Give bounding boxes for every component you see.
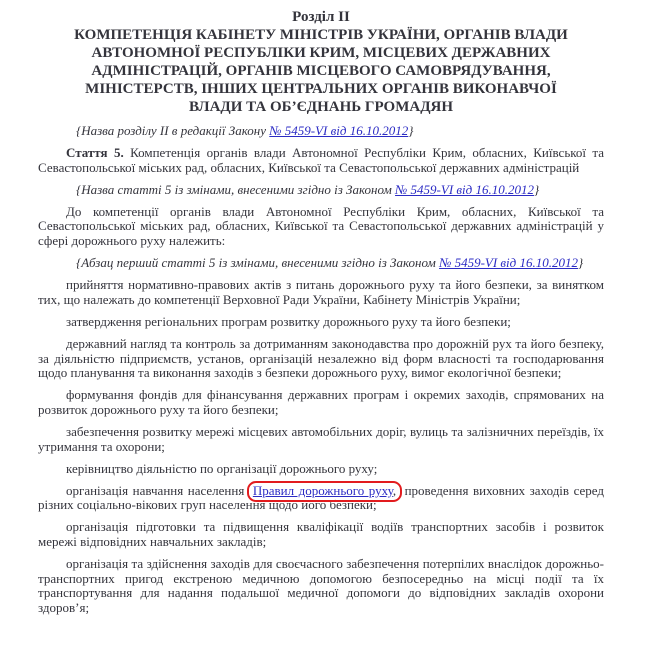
provision-paragraph-8: організація та здійснення заходів для своєчасного забезпечення потерпілих внаслідок дорожньо-транспортних пригод екстреною медичною допомогою безпосередньо на місці події та їх транспортування для надання подальшої медичної допомоги до відповідних закладів охорони здоров’я; <box>38 556 604 615</box>
law-link-5459-section[interactable]: № 5459-VI від 16.10.2012 <box>269 123 409 138</box>
provision-paragraph-7: організація підготовки та підвищення кваліфікації водіїв транспортних засобів і розвиток мережі відповідних навчальних закладів; <box>38 519 604 550</box>
article-amendment-note <box>38 183 604 198</box>
intro-paragraph: До компетенції органів влади Автономної Республіки Крим, обласних, Київської та Севастопольської міських рад, обласних, Київської та Севастопольської державних адміністрацій у сфері дорожнього руху належить: <box>38 203 604 249</box>
training-prefix: організація навчання населення <box>66 482 249 498</box>
provision-paragraph-4: формування фондів для фінансування державних програм і окремих заходів, спрямованих на розвиток дорожнього руху та його безпеки; <box>38 387 604 417</box>
training-comma: , <box>392 482 397 498</box>
section-title: КОМПЕТЕНЦІЯ КАБІНЕТУ МІНІСТРІВ УКРАЇНИ, ОРГАНІВ ВЛАДИ АВТОНОМНОЇ РЕСПУБЛІКИ КРИМ, МІСЦЕВИХ ДЕРЖАВНИХ АДМІНІСТРАЦІЙ, ОРГАНІВ МІСЦЕВОГО САМОВРЯДУВАННЯ, МІНІСТЕРСТВ, ІНШИХ ЦЕНТРАЛЬНИХ ОРГАНІВ ВИКОНАВЧОЇ ВЛАДИ ТА ОБ’ЄДНАНЬ ГРОМАДЯН <box>74 27 568 115</box>
section-label: Розділ II <box>292 9 350 25</box>
note-prefix: {Абзац перший статті 5 із змінами, внесеними згідно із Законом <box>76 255 440 271</box>
note-prefix: {Назва розділу II в редакції Закону <box>76 123 270 138</box>
article-number: Стаття 5. <box>66 145 124 161</box>
provision-paragraph-5: забезпечення розвитку мережі місцевих автомобільних доріг, вулиць та залізничних переїздів, їх утримання та охорони; <box>38 424 604 454</box>
note-prefix: {Назва статті 5 із змінами, внесеними згідно із Законом <box>76 181 396 197</box>
note-suffix: } <box>578 255 584 271</box>
provision-paragraph-training <box>38 484 604 513</box>
article-title: Компетенція органів влади Автономної Республіки Крим, обласних, Київської та Севастопольської міських рад, обласних, Київської та Севастопольської державних адміністрацій <box>38 145 605 175</box>
section-amendment-note <box>38 124 604 139</box>
training-suffix: проведення виховних заходів серед різних соціально-вікових груп населення щодо його безпеки; <box>38 482 604 513</box>
law-link-5459-article[interactable]: № 5459-VI від 16.10.2012 <box>395 181 534 197</box>
paragraph-amendment-note <box>38 256 604 271</box>
note-suffix: } <box>533 181 540 197</box>
note-suffix: } <box>408 123 414 138</box>
provision-paragraph-2: затвердження регіональних програм розвитку дорожнього руху та його безпеки; <box>66 313 511 329</box>
provision-paragraph-1: прийняття нормативно-правових актів з питань дорожнього руху та його безпеки, за винятком тих, що належать до компетенції Верховної Ради України, Кабінету Міністрів України; <box>38 277 604 307</box>
article-heading <box>38 146 604 175</box>
provision-paragraph-3: державний нагляд та контроль за дотриманням законодавства про дорожній рух та його безпеку, за діяльністю підприємств, установ, організацій незалежно від форм власності та господарювання щодо планування та виконання заходів з безпеки дорожнього руху, вимог екологічної безпеки; <box>38 336 604 381</box>
highlight-annotation-box <box>247 481 402 502</box>
provision-paragraph-6: керівництво діяльністю по організації дорожнього руху; <box>66 460 378 476</box>
traffic-rules-link[interactable]: Правил дорожнього руху <box>252 482 393 498</box>
law-link-5459-paragraph[interactable]: № 5459-VI від 16.10.2012 <box>439 255 578 271</box>
